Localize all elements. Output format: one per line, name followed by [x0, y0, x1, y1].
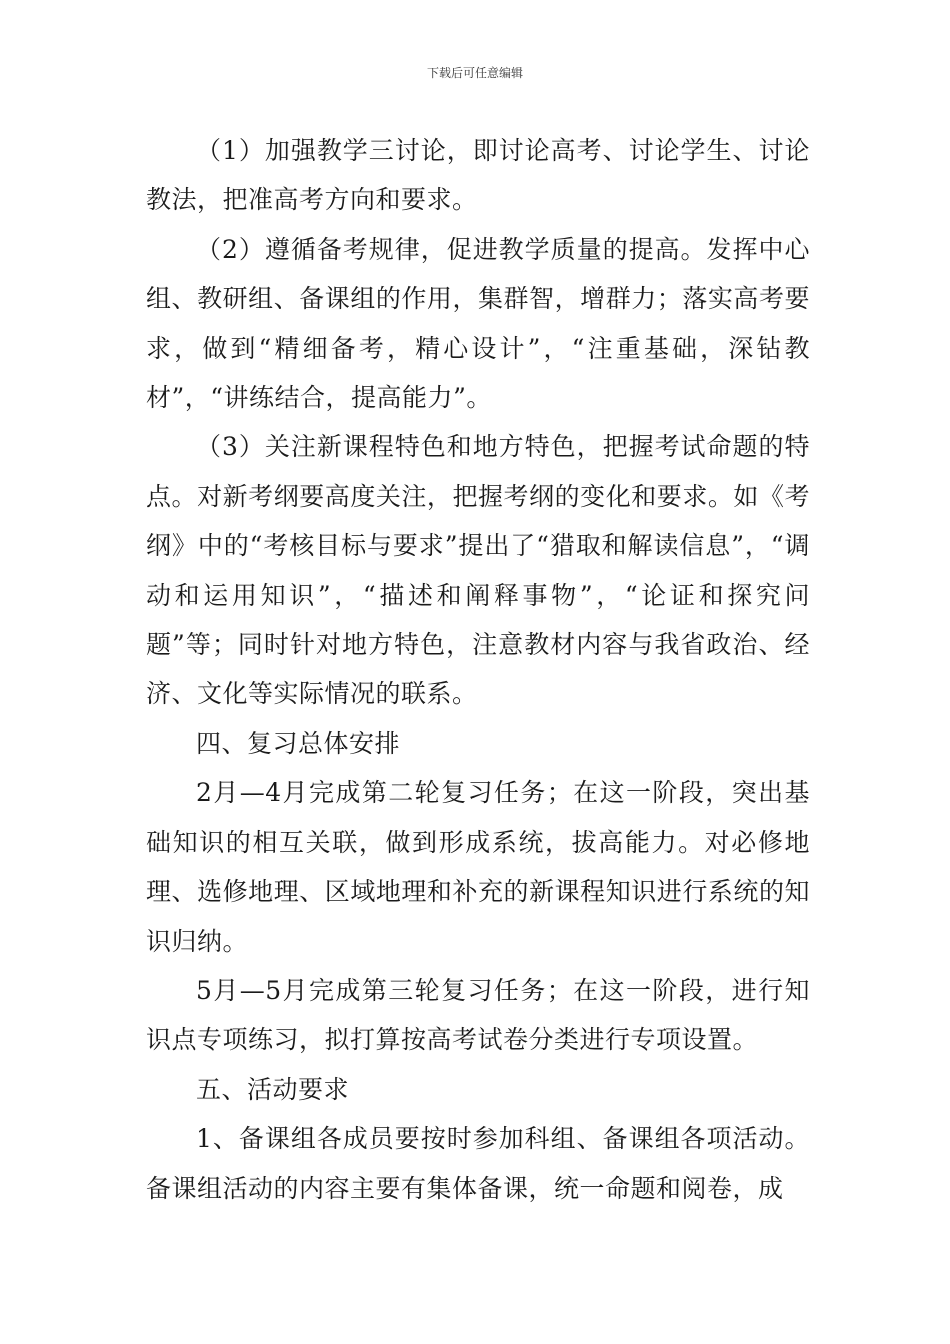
document-body	[146, 126, 810, 1213]
section-heading-schedule: 四、复习总体安排	[196, 728, 401, 758]
section-heading-requirements: 五、活动要求	[196, 1074, 350, 1104]
paragraph-point-1: （1）加强教学三讨论，即讨论高考、讨论学生、讨论教法，把准高考方向和要求。	[146, 136, 810, 215]
paragraph-schedule-round-3: 5月—5月完成第三轮复习任务；在这一阶段，进行知识点专项练习，拟打算按高考试卷分类进行专项设置。	[146, 975, 810, 1055]
paragraph-point-2: （2）遵循备考规律，促进教学质量的提高。发挥中心组、教研组、备课组的作用，集群智，增群力；落实高考要求，做到“精细备考，精心设计”，“注重基础，深钻教材”，“讲练结合，提高能力”。	[146, 234, 810, 413]
paragraph-schedule-round-2: 2月—4月完成第二轮复习任务；在这一阶段，突出基础知识的相互关联，做到形成系统，拔高能力。对必修地理、选修地理、区域地理和补充的新课程知识进行系统的知识归纳。	[146, 778, 810, 956]
paragraph-requirement-1: 1、备课组各成员要按时参加科组、备课组各项活动。备课组活动的内容主要有集体备课，统一命题和阅卷，成	[146, 1124, 810, 1203]
page-header: 下载后可任意编辑	[426, 66, 523, 80]
paragraph-point-3: （3）关注新课程特色和地方特色，把握考试命题的特点。对新考纲要高度关注，把握考纲的变化和要求。如《考纲》中的“考核目标与要求”提出了“猎取和解读信息”，“调动和运用知识”，“描述和阐释事物”，“论证和探究问题”等；同时针对地方特色，注意教材内容与我省政治、经济、文化等实际情况的联系。	[146, 432, 810, 709]
